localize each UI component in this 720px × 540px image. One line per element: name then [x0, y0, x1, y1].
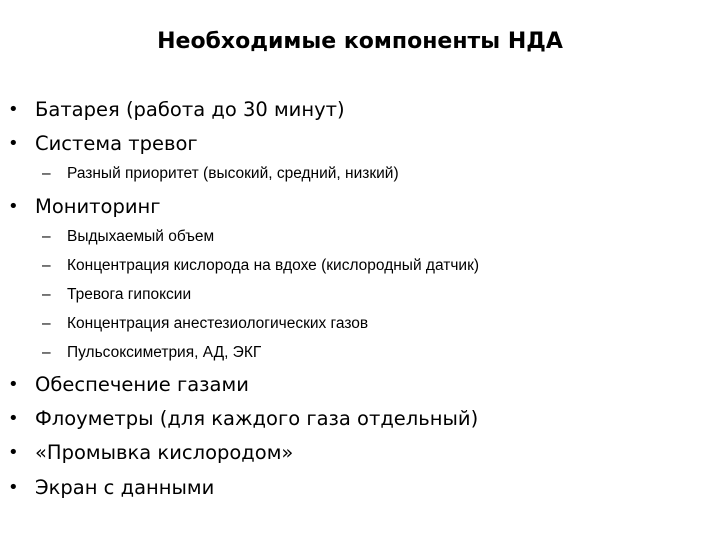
bullet-marker: •: [8, 99, 19, 120]
dash-marker: –: [42, 257, 51, 274]
list-item-text: Пульсоксиметрия, АД, ЭКГ: [67, 344, 262, 361]
list-item-text: Мониторинг: [35, 195, 161, 218]
bullet-marker: •: [8, 196, 19, 217]
list-item-text: Выдыхаемый объем: [67, 228, 215, 245]
bullet-marker: •: [8, 442, 19, 463]
dash-marker: –: [42, 228, 51, 245]
list-item-text: Разный приоритет (высокий, средний, низкий): [67, 165, 399, 182]
bullet-marker: •: [8, 408, 19, 429]
list-item-text: Тревога гипоксии: [67, 286, 192, 303]
dash-marker: –: [42, 315, 51, 332]
list-item-text: «Промывка кислородом»: [35, 441, 294, 464]
list-item-text: Обеспечение газами: [35, 373, 249, 396]
list-item-text: Флоуметры (для каждого газа отдельный): [35, 407, 479, 430]
list-item-text: Концентрация кислорода на вдохе (кислородный датчик): [67, 257, 480, 274]
list-item-text: Концентрация анестезиологических газов: [67, 315, 369, 332]
bullet-marker: •: [8, 374, 19, 395]
dash-marker: –: [42, 344, 51, 361]
list-item-text: Батарея (работа до 30 минут): [35, 98, 345, 121]
dash-marker: –: [42, 165, 51, 182]
list-item-text: Система тревог: [35, 132, 198, 155]
dash-marker: –: [42, 286, 51, 303]
bullet-marker: •: [8, 477, 19, 498]
bullet-marker: •: [8, 133, 19, 154]
list-item-text: Экран с данными: [35, 476, 215, 499]
slide-title: Необходимые компоненты НДА: [157, 29, 563, 54]
